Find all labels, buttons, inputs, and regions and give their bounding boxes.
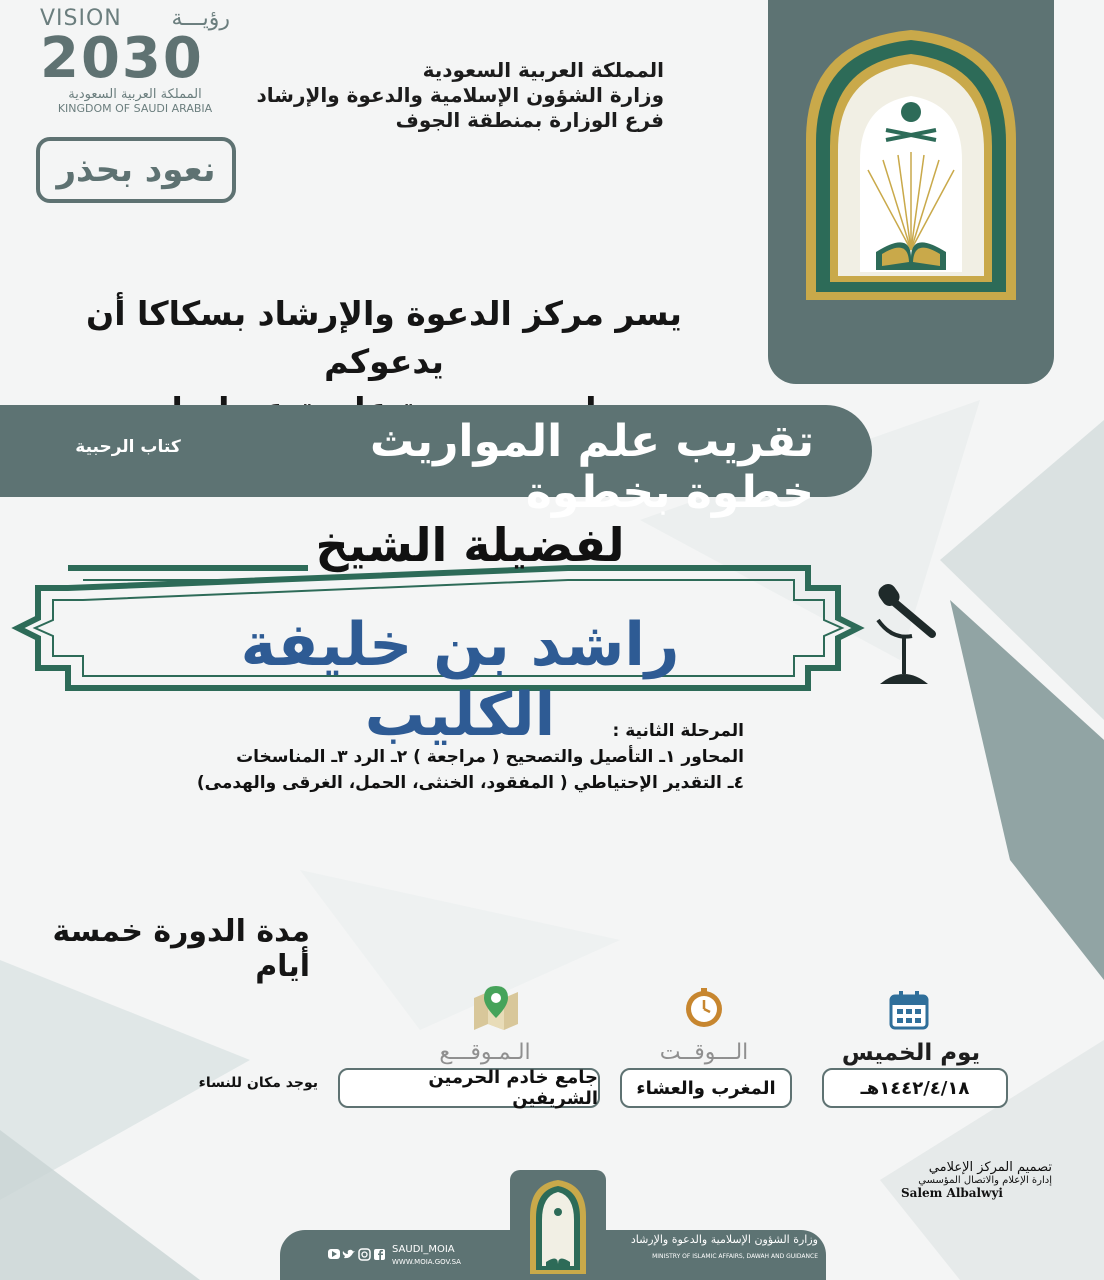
calendar-icon [888,990,930,1030]
day-label: يوم الخميس [841,1040,981,1066]
footer-emblem-panel [510,1170,606,1280]
vision-kingdom-ar: المملكة العربية السعودية [68,87,202,102]
microphone-icon [870,578,940,690]
sheikh-title: لفضيلة الشيخ [315,518,625,572]
footer-social-icons [328,1246,388,1264]
course-details [144,718,744,796]
ministry-line3: فرع الوزارة بمنطقة الجوف [395,108,664,132]
details-topics2: ٤ـ التقدير الإحتياطي ( المفقود، الخنثى، الحمل، الغرقى والهدمى) [196,773,744,793]
vision-word-ar: رؤيـــة [171,6,230,31]
footer-website: WWW.MOIA.GOV.SA [392,1258,461,1266]
slogan-badge: نعود بحذر [36,137,236,203]
details-topics1: المحاور ١ـ التأصيل والتصحيح ( مراجعة ) ٢ـ الرد ٣ـ المناسخات [236,747,744,767]
instagram-icon [359,1249,370,1260]
map-pin-icon [470,984,522,1030]
vision-2030-logo [40,6,230,126]
course-title: تقريب علم المواريث خطوة بخطوة [369,416,814,518]
location-label: الـمـوقـــع [439,1040,531,1065]
time-box: المغرب والعشاء [620,1068,792,1108]
location-box: جامع خادم الحرمين الشريفين [338,1068,600,1108]
vision-kingdom-en: KINGDOM OF SAUDI ARABIA [57,102,213,115]
sheikh-name: راشد بن خليفة الكليب [240,610,680,750]
footer-ministry-ar: وزارة الشؤون الإسلامية والدعوة والإرشاد [630,1233,818,1246]
course-duration: مدة الدورة خمسة أيام [52,914,310,984]
ministry-header [244,58,664,133]
time-label: الـــوقــت [659,1040,749,1065]
youtube-icon [328,1249,340,1259]
vision-word-en: VISION [40,6,122,31]
credits-line3: Salem Albalwyi [901,1186,1003,1200]
invitation-line1: يسر مركز الدعوة والإرشاد بسكاكا أن يدعوكم [86,294,682,381]
footer-ministry-en: MINISTRY OF ISLAMIC AFFAIRS, DAWAH AND GUIDANCE [652,1253,818,1260]
design-credits [852,1160,1052,1200]
ministry-emblem-panel [768,0,1054,384]
credits-line2: إدارة الإعلام والاتصال المؤسسي [918,1175,1052,1186]
vision-year: 2030 [40,26,204,91]
details-stage: المرحلة الثانية : [612,721,744,741]
ministry-line2: وزارة الشؤون الإسلامية والدعوة والإرشاد [256,83,664,107]
credits-line1: تصميم المركز الإعلامي [928,1160,1052,1175]
twitter-icon [343,1250,355,1258]
footer-handle: SAUDI_MOIA [392,1244,455,1255]
women-note: يوجد مكان للنساء [198,1075,318,1091]
course-book: كتاب الرحبية [75,437,181,457]
clock-icon [683,988,725,1030]
date-box: ١٤٤٢/٤/١٨هـ [822,1068,1008,1108]
ministry-emblem-icon [768,0,1054,384]
footer-emblem-icon [510,1170,606,1280]
ministry-line1: المملكة العربية السعودية [422,58,664,82]
facebook-icon [374,1249,385,1260]
